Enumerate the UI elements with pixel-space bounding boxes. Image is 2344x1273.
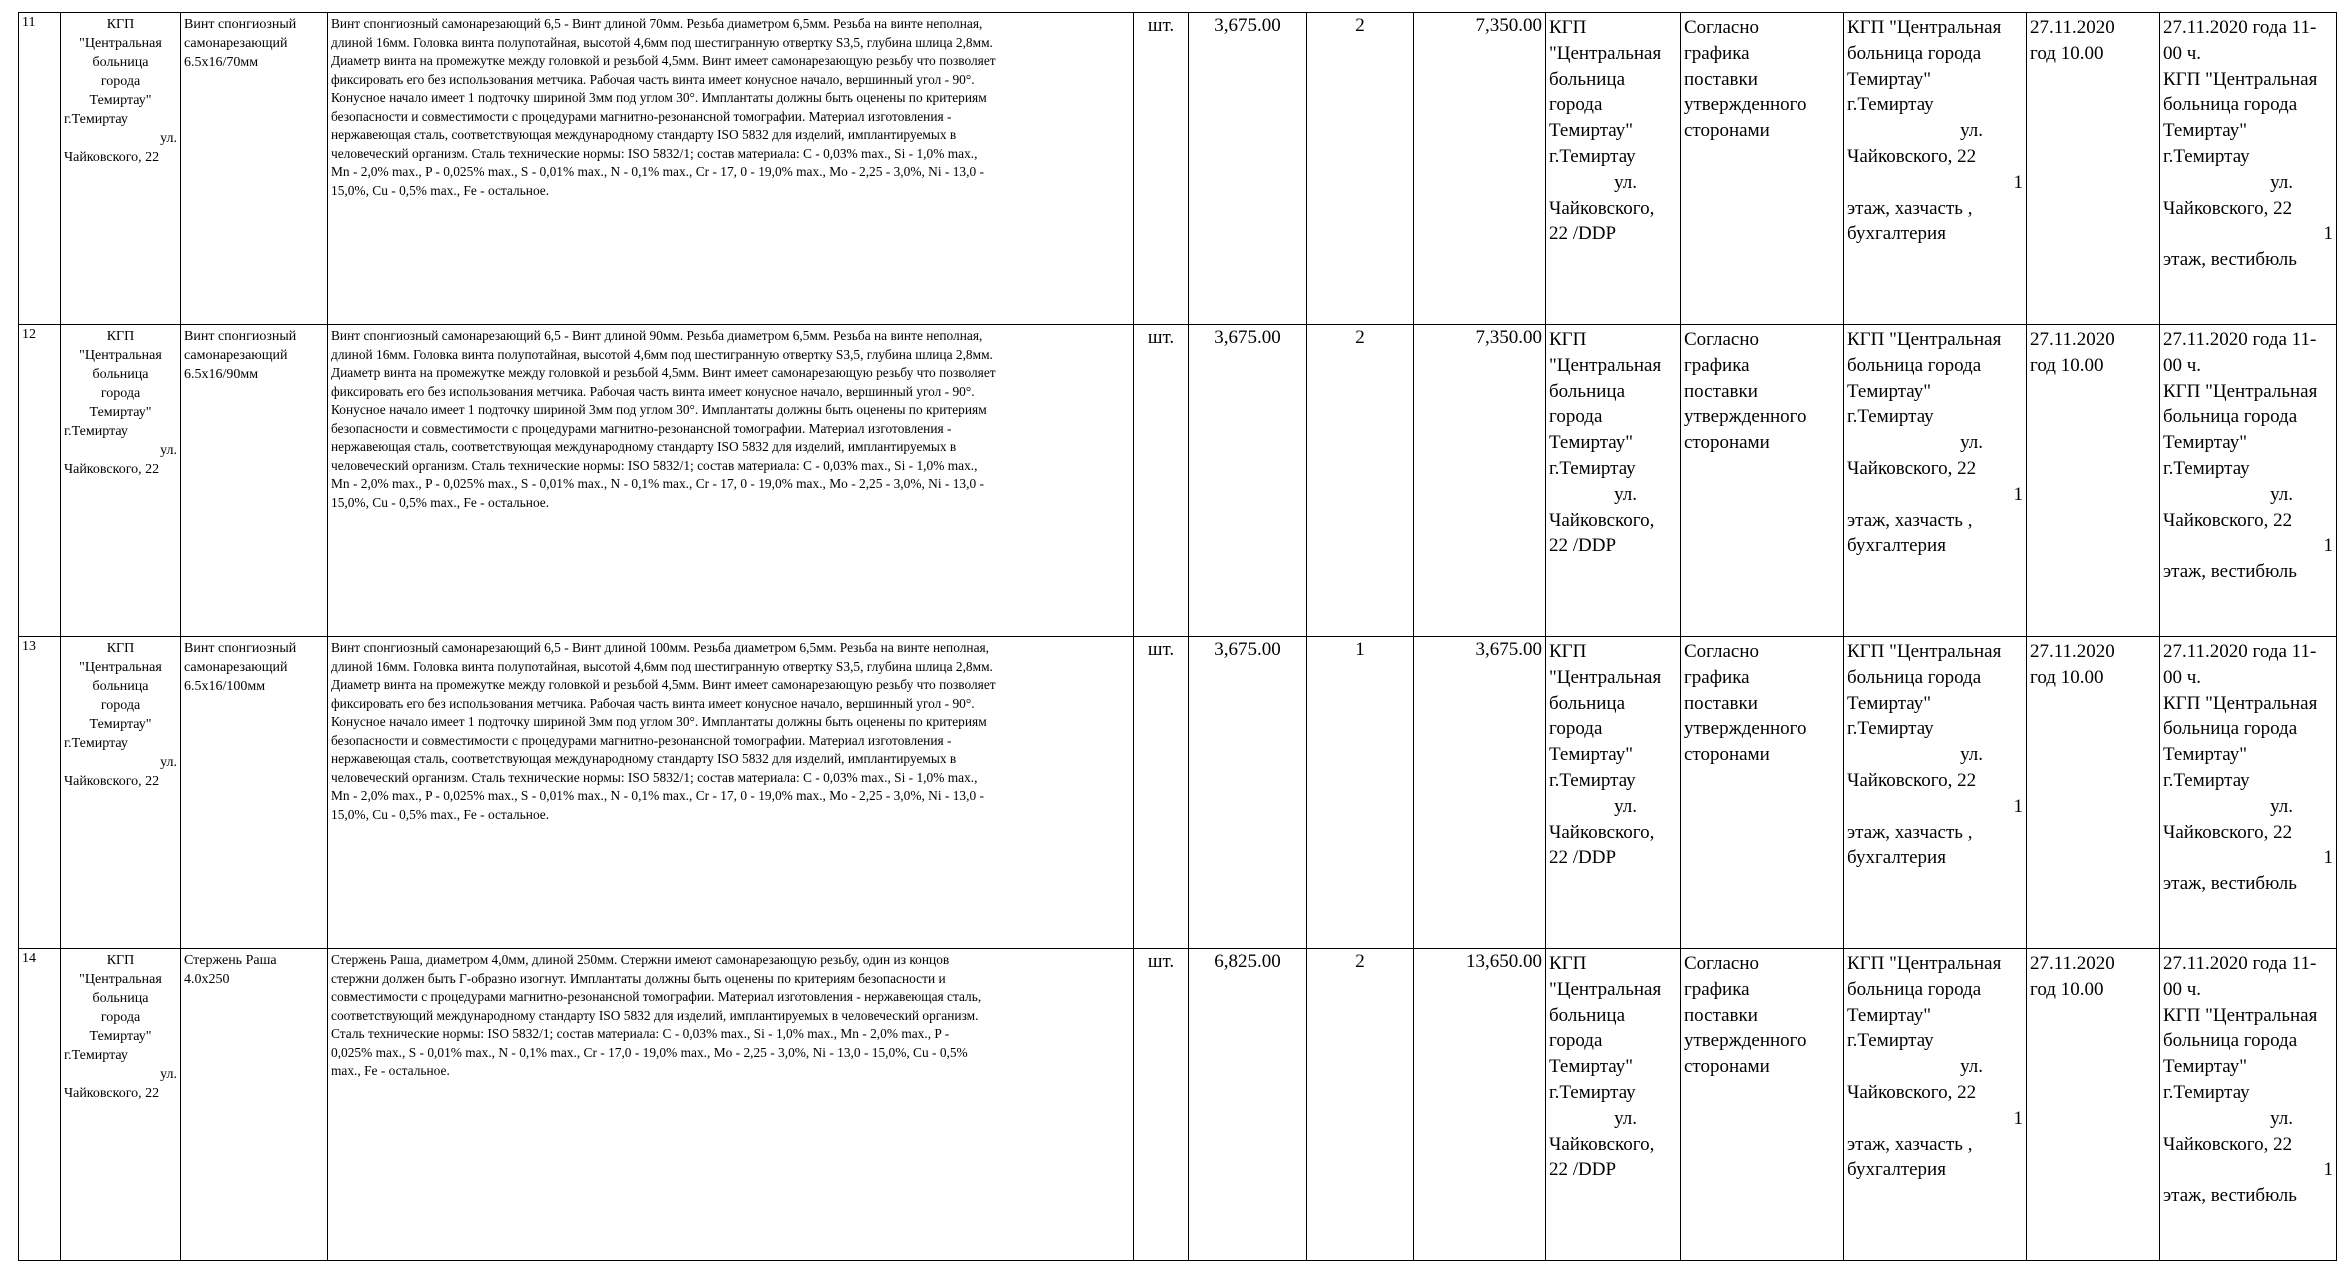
text-line: Диаметр винта на промежутке между головкой и резьбой 4,5мм. Винт имеет самонарезающую резьбу что позволяет (331, 365, 996, 380)
text-line: больница города (2163, 1030, 2298, 1052)
text-line: 00 ч. (2163, 42, 2202, 64)
text-line: КГП "Центральная (1847, 329, 2002, 350)
text-line: Винт спонгиозный самонарезающий 6,5 - Винт длиной 100мм. Резьба диаметром 6,5мм. Резьба на винте неполная, (331, 640, 990, 655)
table-row (19, 949, 2337, 1261)
text-line: нержавеющая сталь, соответствующая международному стандарту ISO 5832 для изделий, имплантируемых в (331, 439, 957, 454)
deadline-cell (2027, 949, 2160, 1261)
item-name-cell (181, 325, 328, 637)
text-line: 6.5х16/90мм (184, 367, 259, 382)
opening-cell (2160, 325, 2337, 637)
text-line: Согласно (1684, 17, 1760, 38)
text-line: утвержденного (1684, 718, 1807, 740)
text-line: Согласно (1684, 641, 1760, 662)
text-line: ул. (160, 443, 177, 458)
deadline-cell (2027, 637, 2160, 949)
text-line: больница города (2163, 94, 2298, 116)
item-description-cell (328, 637, 1134, 949)
text-line: КГП (106, 641, 135, 656)
text-line: КГП "Центральная (2163, 1004, 2318, 1026)
text-line: больница города (2163, 718, 2298, 740)
text-line: Чайковского, (1549, 509, 1655, 531)
quantity-cell: 2 (1307, 949, 1414, 1261)
text-line: 1 (2013, 1107, 2023, 1129)
text-line: человеческий организм. Сталь технические нормы: ISO 5832/1; состав материала: С - 0,03% max., Si - 1,0% max., (331, 145, 978, 161)
sum-cell: 7,350.00 (1414, 13, 1546, 325)
row-number: 11 (19, 13, 61, 325)
text-line: КГП "Центральная (2163, 68, 2318, 90)
text-line: г.Темиртау (2163, 145, 2250, 167)
text-line: Чайковского, 22 (2163, 821, 2293, 843)
text-line: больница (1549, 1004, 1625, 1026)
text-line: КГП (1549, 329, 1587, 350)
text-line: Темиртау" (1549, 1056, 1634, 1078)
text-line: ул. (1614, 171, 1637, 193)
text-line: этаж, вестибюль (2163, 249, 2297, 271)
text-line: ул. (1960, 432, 1983, 454)
text-line: "Центральная (79, 660, 162, 675)
text-line: Стержень Раша (184, 953, 277, 968)
text-line: Темиртау" (1847, 68, 1932, 90)
table-row (19, 637, 2337, 949)
text-line: Чайковского, 22 (1847, 769, 1977, 791)
text-line: Mn - 2,0% max., P - 0,025% max., S - 0,01% max., N - 0,1% max., Cr - 17, 0 - 19,0% max., Mo - 2,25 - 3,0%, Ni - 13,0 - (331, 164, 984, 179)
text-line: больница города (1847, 42, 1982, 64)
text-line: больница (92, 367, 149, 382)
item-description-cell (328, 949, 1134, 1261)
text-line: г.Темиртау (1549, 1081, 1636, 1103)
opening-cell (2160, 637, 2337, 949)
unit-cell: шт. (1134, 325, 1189, 637)
text-line: Mn - 2,0% max., P - 0,025% max., S - 0,01% max., N - 0,1% max., Cr - 17, 0 - 19,0% max., Mo - 2,25 - 3,0%, Ni - 13,0 - (331, 476, 984, 491)
text-line: г.Темиртау (64, 736, 128, 751)
quantity-cell: 2 (1307, 13, 1414, 325)
text-line: самонарезающий (184, 348, 288, 363)
text-line: Чайковского, 22 (64, 774, 160, 789)
text-line: ул. (2270, 795, 2293, 817)
text-line: графика (1684, 42, 1750, 64)
text-line: длиной 16мм. Головка винта полупотайная, высотой 4,6мм под шестигранную отвертку S3,5, глубина шлица 2,8мм. (331, 658, 993, 674)
text-line: г.Темиртау (64, 1048, 128, 1063)
price-cell: 6,825.00 (1189, 949, 1307, 1261)
text-line: Винт спонгиозный (184, 17, 297, 32)
quantity-cell: 1 (1307, 637, 1414, 949)
text-line: Чайковского, 22 (1847, 145, 1977, 167)
text-line: безопасности и совместимости с процедурами магнитно-резонансной томографии. Материал изготовления - (331, 108, 952, 124)
text-line: утвержденного (1684, 94, 1807, 116)
deadline-cell (2027, 13, 2160, 325)
text-line: ул. (2270, 1107, 2293, 1129)
text-line: совместимости с процедурами магнитно-резонансной томографии. Материал изготовления - нержавеющая сталь, (331, 989, 982, 1004)
text-line: поставки (1684, 692, 1758, 714)
text-line: 1 (2323, 1159, 2333, 1181)
text-line: Темиртау" (1549, 120, 1634, 142)
text-line: ул. (1960, 120, 1983, 142)
text-line: 0,025% max., S - 0,01% max., N - 0,1% max., Cr - 17,0 - 19,0% max., Mo - 2,25 - 3,0%, Ni - 13,0 - 15,0%, Cu - 0,5% (331, 1044, 968, 1060)
sum-cell: 3,675.00 (1414, 637, 1546, 949)
text-line: фиксировать его без использования метчика. Рабочая часть винта имеет конусное начало, вершинный угол - 90°. (331, 695, 975, 711)
text-line: 15,0%, Cu - 0,5% max., Fe - остальное. (331, 806, 550, 822)
text-line: фиксировать его без использования метчика. Рабочая часть винта имеет конусное начало, вершинный угол - 90°. (331, 71, 975, 87)
text-line: ул. (1960, 744, 1983, 766)
text-line: г.Темиртау (1549, 769, 1636, 791)
text-line: больница (1549, 380, 1625, 402)
text-line: 00 ч. (2163, 978, 2202, 1000)
row-number: 13 (19, 637, 61, 949)
text-line: 6.5х16/100мм (184, 679, 266, 694)
text-line: Винт спонгиозный самонарезающий 6,5 - Винт длиной 90мм. Резьба диаметром 6,5мм. Резьба на винте неполная, (331, 328, 983, 343)
text-line: утвержденного (1684, 1030, 1807, 1052)
text-line: города (1549, 406, 1603, 428)
text-line: Конусное начало имеет 1 подточку шириной 3мм под углом 30°. Имплантаты должны быть оценены по критериям (331, 90, 987, 105)
text-line: ул. (1614, 795, 1637, 817)
item-description-cell (328, 325, 1134, 637)
text-line: Винт спонгиозный самонарезающий 6,5 - Винт длиной 70мм. Резьба диаметром 6,5мм. Резьба на винте неполная, (331, 16, 983, 31)
text-line: длиной 16мм. Головка винта полупотайная, высотой 4,6мм под шестигранную отвертку S3,5, глубина шлица 2,8мм. (331, 34, 993, 50)
table-row (19, 325, 2337, 637)
text-line: поставки (1684, 68, 1758, 90)
text-line: Темиртау" (1847, 380, 1932, 402)
delivery-terms-cell (1546, 949, 1681, 1261)
text-line: "Центральная (79, 348, 162, 363)
text-line: города (100, 1010, 141, 1025)
sum-cell: 7,350.00 (1414, 325, 1546, 637)
text-line: "Центральная (1549, 978, 1662, 1000)
text-line: Чайковского, 22 (1847, 457, 1977, 479)
text-line: Темиртау" (89, 1029, 152, 1044)
text-line: Чайковского, 22 (64, 462, 160, 477)
text-line: КГП (1549, 641, 1587, 662)
item-description-cell (328, 13, 1134, 325)
text-line: г.Темиртау (1847, 406, 1934, 428)
text-line: города (1549, 718, 1603, 740)
text-line: год 10.00 (2030, 354, 2104, 376)
text-line: этаж, хазчасть , (1847, 821, 1973, 843)
sum-cell: 13,650.00 (1414, 949, 1546, 1261)
price-cell: 3,675.00 (1189, 13, 1307, 325)
text-line: 27.11.2020 (2030, 329, 2115, 350)
text-line: г.Темиртау (64, 424, 128, 439)
customer-cell (61, 949, 181, 1261)
text-line: 6.5х16/70мм (184, 55, 259, 70)
text-line: год 10.00 (2030, 978, 2104, 1000)
text-line: Чайковского, 22 (2163, 509, 2293, 531)
table-body (19, 13, 2337, 1261)
text-line: Темиртау" (1847, 1004, 1932, 1026)
item-name-cell (181, 949, 328, 1261)
text-line: города (100, 698, 141, 713)
text-line: утвержденного (1684, 406, 1807, 428)
text-line: Темиртау" (1549, 432, 1634, 454)
procurement-table (18, 12, 2337, 1261)
text-line: Темиртау" (2163, 120, 2248, 142)
item-name-cell (181, 13, 328, 325)
text-line: "Центральная (1549, 666, 1662, 688)
text-line: Конусное начало имеет 1 подточку шириной 3мм под углом 30°. Имплантаты должны быть оценены по критериям (331, 402, 987, 417)
text-line: 1 (2013, 171, 2023, 193)
text-line: Темиртау" (1549, 744, 1634, 766)
text-line: "Центральная (1549, 42, 1662, 64)
text-line: ул. (1614, 483, 1637, 505)
text-line: 22 /DDP (1549, 847, 1617, 869)
text-line: бухгалтерия (1847, 223, 1946, 245)
text-line: ул. (160, 131, 177, 146)
unit-cell: шт. (1134, 13, 1189, 325)
text-line: больница города (1847, 978, 1982, 1000)
text-line: Стержень Раша, диаметром 4,0мм, длиной 250мм. Стержни имеют самонарезающую резьбу, один из концов (331, 952, 950, 967)
schedule-cell (1681, 949, 1844, 1261)
text-line: бухгалтерия (1847, 847, 1946, 869)
text-line: самонарезающий (184, 660, 288, 675)
unit-cell: шт. (1134, 637, 1189, 949)
text-line: ул. (160, 1067, 177, 1082)
text-line: г.Темиртау (1847, 1030, 1934, 1052)
text-line: КГП "Центральная (1847, 953, 2002, 974)
text-line: больница (1549, 68, 1625, 90)
text-line: г.Темиртау (2163, 457, 2250, 479)
text-line: год 10.00 (2030, 666, 2104, 688)
quantity-cell: 2 (1307, 325, 1414, 637)
text-line: ул. (2270, 171, 2293, 193)
text-line: КГП "Центральная (1847, 17, 2002, 38)
text-line: Чайковского, 22 (64, 1086, 160, 1101)
text-line: графика (1684, 666, 1750, 688)
text-line: поставки (1684, 1004, 1758, 1026)
text-line: Чайковского, (1549, 1133, 1655, 1155)
text-line: Темиртау" (89, 93, 152, 108)
customer-cell (61, 13, 181, 325)
text-line: Конусное начало имеет 1 подточку шириной 3мм под углом 30°. Имплантаты должны быть оценены по критериям (331, 714, 987, 729)
delivery-terms-cell (1546, 13, 1681, 325)
text-line: Темиртау" (1847, 692, 1932, 714)
text-line: Винт спонгиозный (184, 641, 297, 656)
text-line: сторонами (1684, 120, 1770, 142)
text-line: бухгалтерия (1847, 1159, 1946, 1181)
text-line: КГП "Центральная (2163, 692, 2318, 714)
customer-cell (61, 325, 181, 637)
text-line: 1 (2013, 483, 2023, 505)
text-line: Чайковского, 22 (2163, 197, 2293, 219)
schedule-cell (1681, 13, 1844, 325)
text-line: этаж, вестибюль (2163, 561, 2297, 583)
text-line: г.Темиртау (2163, 1081, 2250, 1103)
schedule-cell (1681, 325, 1844, 637)
text-line: 22 /DDP (1549, 1159, 1617, 1181)
text-line: человеческий организм. Сталь технические нормы: ISO 5832/1; состав материала: С - 0,03% max., Si - 1,0% max., (331, 457, 978, 473)
text-line: больница (92, 55, 149, 70)
text-line: графика (1684, 354, 1750, 376)
text-line: Темиртау" (89, 405, 152, 420)
text-line: 27.11.2020 (2030, 953, 2115, 974)
text-line: бухгалтерия (1847, 535, 1946, 557)
text-line: этаж, хазчасть , (1847, 197, 1973, 219)
text-line: Согласно (1684, 329, 1760, 350)
text-line: Mn - 2,0% max., P - 0,025% max., S - 0,01% max., N - 0,1% max., Cr - 17, 0 - 19,0% max., Mo - 2,25 - 3,0%, Ni - 13,0 - (331, 788, 984, 803)
text-line: max., Fe - остальное. (331, 1063, 450, 1078)
delivery-terms-cell (1546, 637, 1681, 949)
deadline-cell (2027, 325, 2160, 637)
text-line: Чайковского, (1549, 197, 1655, 219)
text-line: 1 (2323, 847, 2333, 869)
text-line: фиксировать его без использования метчика. Рабочая часть винта имеет конусное начало, вершинный угол - 90°. (331, 383, 975, 399)
text-line: 27.11.2020 года 11- (2163, 641, 2317, 662)
text-line: КГП (106, 329, 135, 344)
text-line: сторонами (1684, 1056, 1770, 1078)
text-line: больница (92, 679, 149, 694)
text-line: 1 (2323, 535, 2333, 557)
text-line: 27.11.2020 года 11- (2163, 953, 2317, 974)
delivery-terms-cell (1546, 325, 1681, 637)
schedule-cell (1681, 637, 1844, 949)
text-line: Чайковского, 22 (64, 150, 160, 165)
text-line: ул. (2270, 483, 2293, 505)
text-line: больница (92, 991, 149, 1006)
text-line: КГП "Центральная (1847, 641, 2002, 662)
text-line: год 10.00 (2030, 42, 2104, 64)
text-line: Темиртау" (2163, 744, 2248, 766)
text-line: г.Темиртау (1549, 145, 1636, 167)
text-line: 22 /DDP (1549, 535, 1617, 557)
text-line: ул. (1960, 1056, 1983, 1078)
text-line: сторонами (1684, 744, 1770, 766)
text-line: безопасности и совместимости с процедурами магнитно-резонансной томографии. Материал изготовления - (331, 420, 952, 436)
text-line: соответствующий международному стандарту ISO 5832 для изделий, имплантируемых в человеческий организм. (331, 1007, 979, 1023)
text-line: Темиртау" (2163, 1056, 2248, 1078)
text-line: КГП (1549, 953, 1587, 974)
row-number: 14 (19, 949, 61, 1261)
text-line: стержни должен быть Г-образно изогнут. Имплантаты должны быть оценены по критериям безопасности и (331, 970, 946, 986)
text-line: этаж, вестибюль (2163, 1185, 2297, 1207)
text-line: Согласно (1684, 953, 1760, 974)
text-line: 15,0%, Cu - 0,5% max., Fe - остальное. (331, 494, 550, 510)
text-line: 27.11.2020 (2030, 17, 2115, 38)
delivery-address-cell (1844, 949, 2027, 1261)
text-line: Чайковского, 22 (2163, 1133, 2293, 1155)
text-line: "Центральная (1549, 354, 1662, 376)
text-line: этаж, хазчасть , (1847, 1133, 1973, 1155)
text-line: человеческий организм. Сталь технические нормы: ISO 5832/1; состав материала: С - 0,03% max., Si - 1,0% max., (331, 769, 978, 785)
text-line: безопасности и совместимости с процедурами магнитно-резонансной томографии. Материал изготовления - (331, 732, 952, 748)
text-line: КГП "Центральная (2163, 380, 2318, 402)
text-line: больница города (1847, 354, 1982, 376)
text-line: КГП (106, 953, 135, 968)
price-cell: 3,675.00 (1189, 325, 1307, 637)
delivery-address-cell (1844, 637, 2027, 949)
text-line: 1 (2013, 795, 2023, 817)
text-line: "Центральная (79, 36, 162, 51)
unit-cell: шт. (1134, 949, 1189, 1261)
text-line: Диаметр винта на промежутке между головкой и резьбой 4,5мм. Винт имеет самонарезающую резьбу что позволяет (331, 53, 996, 68)
text-line: 4.0х250 (184, 972, 230, 987)
text-line: города (100, 386, 141, 401)
text-line: 00 ч. (2163, 354, 2202, 376)
text-line: 22 /DDP (1549, 223, 1617, 245)
text-line: Диаметр винта на промежутке между головкой и резьбой 4,5мм. Винт имеет самонарезающую резьбу что позволяет (331, 677, 996, 692)
text-line: г.Темиртау (1847, 94, 1934, 116)
text-line: Темиртау" (89, 717, 152, 732)
text-line: Винт спонгиозный (184, 329, 297, 344)
text-line: этаж, хазчасть , (1847, 509, 1973, 531)
text-line: "Центральная (79, 972, 162, 987)
text-line: 27.11.2020 года 11- (2163, 17, 2317, 38)
text-line: длиной 16мм. Головка винта полупотайная, высотой 4,6мм под шестигранную отвертку S3,5, глубина шлица 2,8мм. (331, 346, 993, 362)
text-line: города (1549, 94, 1603, 116)
text-line: графика (1684, 978, 1750, 1000)
text-line: 27.11.2020 (2030, 641, 2115, 662)
text-line: КГП (1549, 17, 1587, 38)
item-name-cell (181, 637, 328, 949)
text-line: города (100, 74, 141, 89)
text-line: Чайковского, 22 (1847, 1081, 1977, 1103)
text-line: города (1549, 1030, 1603, 1052)
text-line: КГП (106, 17, 135, 32)
text-line: Сталь технические нормы: ISO 5832/1; состав материала: С - 0,03% max., Si - 1,0% max., Mn - 2,0% max., P - (331, 1026, 950, 1041)
row-number: 12 (19, 325, 61, 637)
text-line: сторонами (1684, 432, 1770, 454)
opening-cell (2160, 949, 2337, 1261)
table-row (19, 13, 2337, 325)
delivery-address-cell (1844, 325, 2027, 637)
text-line: нержавеющая сталь, соответствующая международному стандарту ISO 5832 для изделий, имплантируемых в (331, 127, 957, 142)
price-cell: 3,675.00 (1189, 637, 1307, 949)
delivery-address-cell (1844, 13, 2027, 325)
text-line: больница города (1847, 666, 1982, 688)
opening-cell (2160, 13, 2337, 325)
text-line: нержавеющая сталь, соответствующая международному стандарту ISO 5832 для изделий, имплантируемых в (331, 751, 957, 766)
text-line: Чайковского, (1549, 821, 1655, 843)
text-line: этаж, вестибюль (2163, 873, 2297, 895)
text-line: 1 (2323, 223, 2333, 245)
text-line: г.Темиртау (2163, 769, 2250, 791)
text-line: больница города (2163, 406, 2298, 428)
text-line: 00 ч. (2163, 666, 2202, 688)
text-line: 15,0%, Cu - 0,5% max., Fe - остальное. (331, 182, 550, 198)
customer-cell (61, 637, 181, 949)
text-line: больница (1549, 692, 1625, 714)
text-line: ул. (1614, 1107, 1637, 1129)
text-line: 27.11.2020 года 11- (2163, 329, 2317, 350)
text-line: г.Темиртау (1847, 718, 1934, 740)
text-line: Темиртау" (2163, 432, 2248, 454)
text-line: поставки (1684, 380, 1758, 402)
text-line: ул. (160, 755, 177, 770)
text-line: г.Темиртау (64, 112, 128, 127)
text-line: самонарезающий (184, 36, 288, 51)
text-line: г.Темиртау (1549, 457, 1636, 479)
